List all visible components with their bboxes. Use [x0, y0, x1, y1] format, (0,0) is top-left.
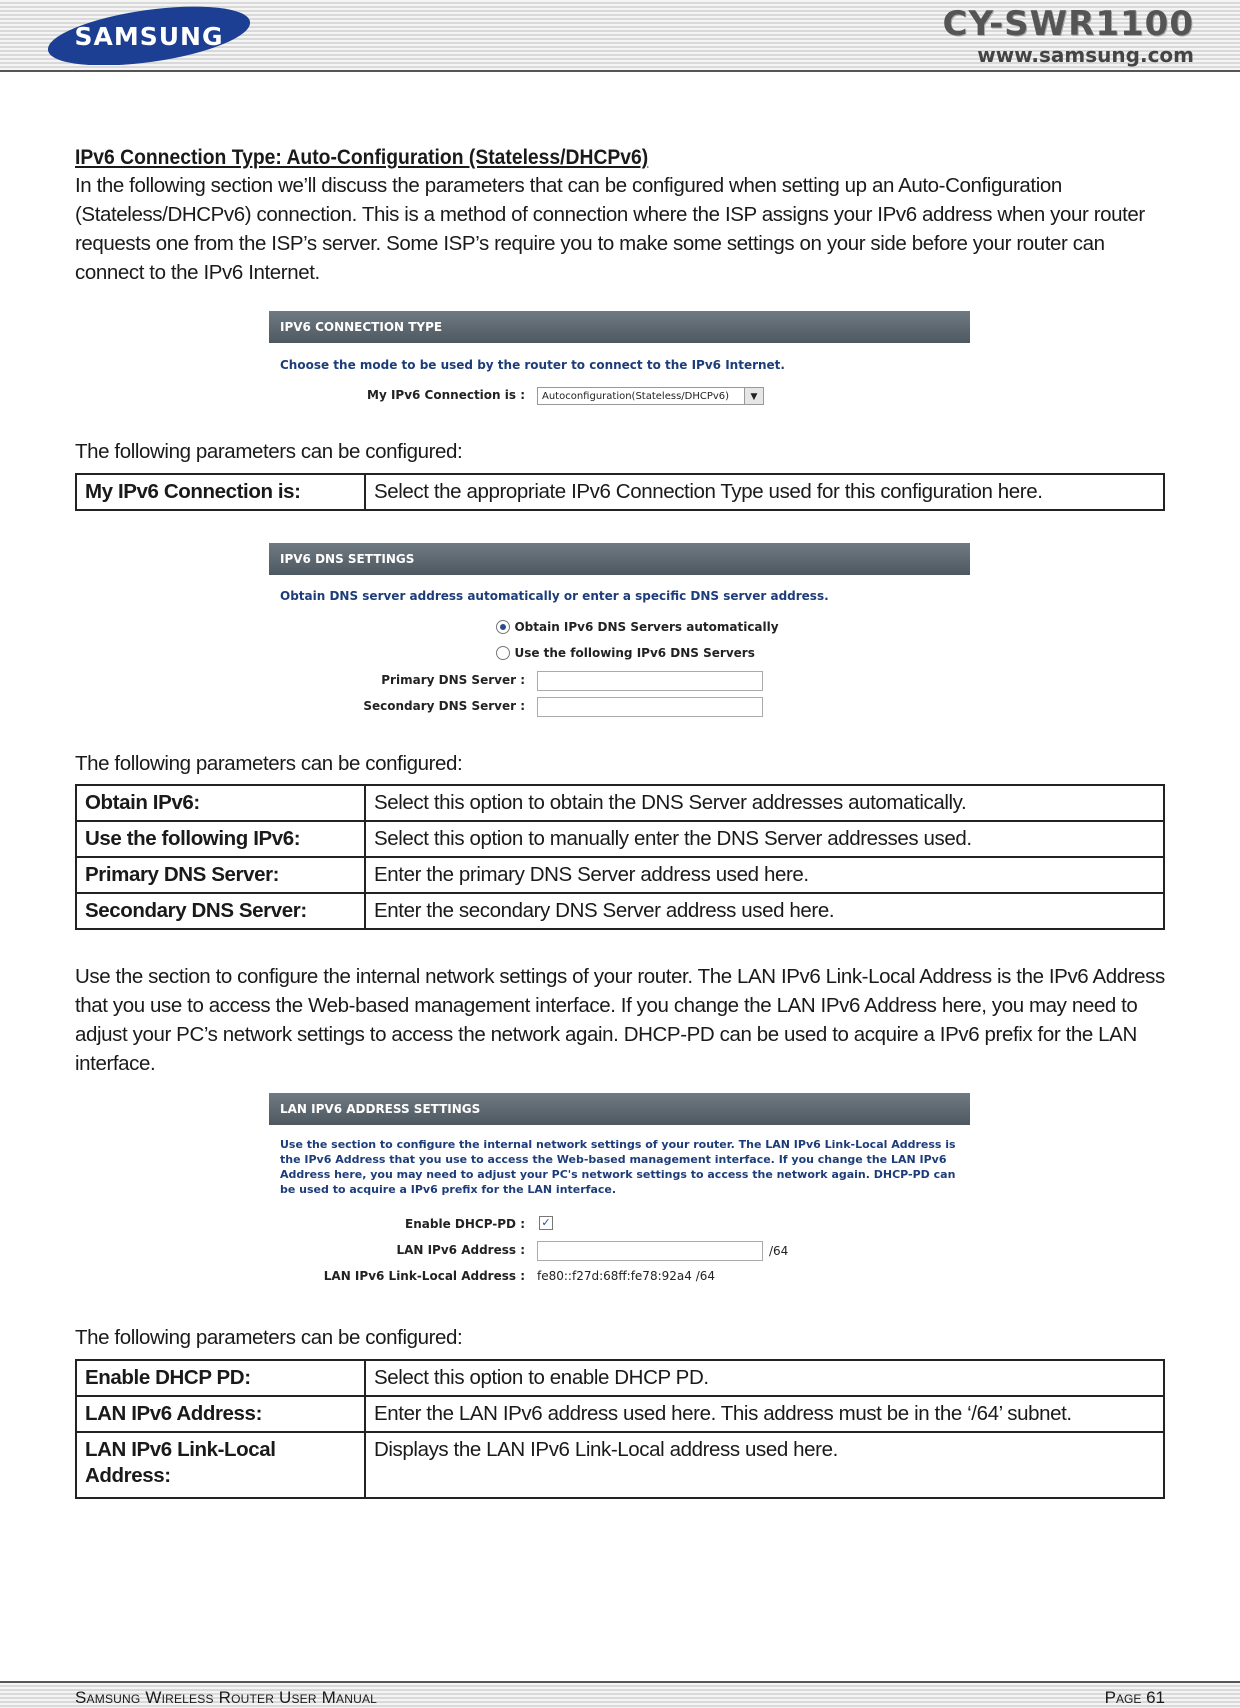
- params-table-2: [75, 784, 1165, 930]
- section-title: IPv6 Connection Type: Auto-Configuration (Stateless/DHCPv6): [75, 146, 649, 169]
- dns-description: Obtain DNS server address automatically or enter a specific DNS server address.: [280, 589, 829, 603]
- connection-type-screenshot: [269, 311, 970, 411]
- param-key: Use the following IPv6:: [76, 821, 365, 857]
- radio-auto-row[interactable]: [496, 618, 779, 636]
- param-key: Obtain IPv6:: [76, 785, 365, 821]
- lan-address-label: LAN IPv6 Address :: [396, 1243, 525, 1257]
- caption-3: The following parameters can be configured:: [75, 1326, 463, 1349]
- table-row: [76, 1432, 1164, 1498]
- dhcp-pd-label: Enable DHCP-PD :: [405, 1217, 525, 1231]
- secondary-dns-input[interactable]: [537, 697, 763, 717]
- page-number: Page 61: [1104, 1688, 1165, 1707]
- param-value: Enter the primary DNS Server address used here.: [365, 857, 1164, 893]
- website: www.samsung.com: [977, 43, 1194, 67]
- param-value: Enter the LAN IPv6 address used here. This address must be in the ‘/64’ subnet.: [365, 1396, 1164, 1432]
- connection-type-select[interactable]: [537, 387, 764, 405]
- radio-manual[interactable]: [496, 646, 510, 660]
- footer-title: Samsung Wireless Router User Manual: [75, 1688, 378, 1707]
- link-local-label: LAN IPv6 Link-Local Address :: [323, 1269, 525, 1283]
- caption-1: The following parameters can be configured:: [75, 440, 463, 463]
- param-key: My IPv6 Connection is:: [76, 474, 365, 510]
- caption-2: The following parameters can be configured:: [75, 752, 463, 775]
- table-row: [76, 821, 1164, 857]
- svg-text:SAMSUNG: SAMSUNG: [74, 22, 224, 51]
- secondary-dns-label: Secondary DNS Server :: [363, 699, 525, 713]
- connection-select-value: Autoconfiguration(Stateless/DHCPv6): [542, 391, 730, 402]
- dns-settings-screenshot: [269, 543, 970, 728]
- table-row: [76, 1396, 1164, 1432]
- param-key: Enable DHCP PD:: [76, 1360, 365, 1396]
- param-key: Secondary DNS Server:: [76, 893, 365, 929]
- param-value: Select this option to obtain the DNS Server addresses automatically.: [365, 785, 1164, 821]
- samsung-logo: [44, 3, 254, 65]
- table-row: [76, 893, 1164, 929]
- table-row: [76, 785, 1164, 821]
- primary-dns-input[interactable]: [537, 671, 763, 691]
- lan-ipv6-header: LAN IPV6 ADDRESS SETTINGS: [269, 1093, 970, 1125]
- param-key: LAN IPv6 Address:: [76, 1396, 365, 1432]
- lan-ipv6-screenshot: [269, 1093, 970, 1288]
- lan-intro-paragraph: Use the section to configure the internal network settings of your router. The LAN IPv6 Link-Local Address is the IPv6 Address that you use to access the Web-based management interface. If you change the LAN IPv6 Address here, you may need to adjust your PC’s network settings to access the network again. DHCP-PD can be used to acquire a IPv6 prefix for the LAN interface.: [75, 965, 1165, 1075]
- table-row: [76, 1360, 1164, 1396]
- page-header: [0, 0, 1240, 72]
- header-divider: [0, 70, 1240, 72]
- model-block: [943, 4, 1195, 66]
- connection-type-header: IPV6 CONNECTION TYPE: [269, 311, 970, 343]
- lan-suffix: /64: [769, 1244, 789, 1258]
- radio-manual-label: Use the following IPv6 DNS Servers: [514, 646, 755, 660]
- param-value: Select this option to enable DHCP PD.: [365, 1360, 1164, 1396]
- param-value: Select the appropriate IPv6 Connection Type used for this configuration here.: [365, 474, 1164, 510]
- params-table-3: [75, 1359, 1165, 1499]
- param-key: LAN IPv6 Link-Local Address:: [76, 1432, 365, 1498]
- link-local-value: fe80::f27d:68ff:fe78:92a4 /64: [537, 1269, 716, 1283]
- param-value: Displays the LAN IPv6 Link-Local address used here.: [365, 1432, 1164, 1498]
- table-row: [76, 474, 1164, 510]
- table-row: [76, 857, 1164, 893]
- param-key: Primary DNS Server:: [76, 857, 365, 893]
- params-table-1: [75, 473, 1165, 511]
- dhcp-pd-checkbox[interactable]: ✓: [539, 1216, 553, 1230]
- radio-auto-label: Obtain IPv6 DNS Servers automatically: [514, 620, 779, 634]
- radio-auto[interactable]: [496, 620, 510, 634]
- chevron-down-icon[interactable]: ▼: [744, 388, 763, 404]
- param-value: Enter the secondary DNS Server address used here.: [365, 893, 1164, 929]
- intro-block: [75, 145, 1165, 287]
- radio-manual-row[interactable]: [496, 644, 755, 662]
- lan-description: Use the section to configure the internal network settings of your router. The LAN IPv6 Link-Local Address is the IPv6 Address that you use to access the Web-based management interface. If you change the LAN IPv6 Address here, you may need to adjust your PC's network settings to access the network again. DHCP-PD can be used to acquire a IPv6 prefix for the LAN interface.: [280, 1138, 956, 1196]
- lan-address-input[interactable]: [537, 1241, 763, 1261]
- connection-label: My IPv6 Connection is :: [367, 388, 525, 402]
- dns-settings-header: IPV6 DNS SETTINGS: [269, 543, 970, 575]
- param-value: Select this option to manually enter the DNS Server addresses used.: [365, 821, 1164, 857]
- primary-dns-label: Primary DNS Server :: [381, 673, 525, 687]
- model-name: CY-SWR1100: [942, 4, 1194, 44]
- intro-paragraph: In the following section we’ll discuss the parameters that can be configured when setting up an Auto-Configuration (Stateless/DHCPv6) connection. This is a method of connection where the ISP assigns your IPv6 address when your router requests one from the ISP’s server. Some ISP’s require you to make some settings on your side before your router can connect to the IPv6 Internet.: [75, 174, 1145, 284]
- connection-type-description: Choose the mode to be used by the router to connect to the IPv6 Internet.: [280, 358, 785, 372]
